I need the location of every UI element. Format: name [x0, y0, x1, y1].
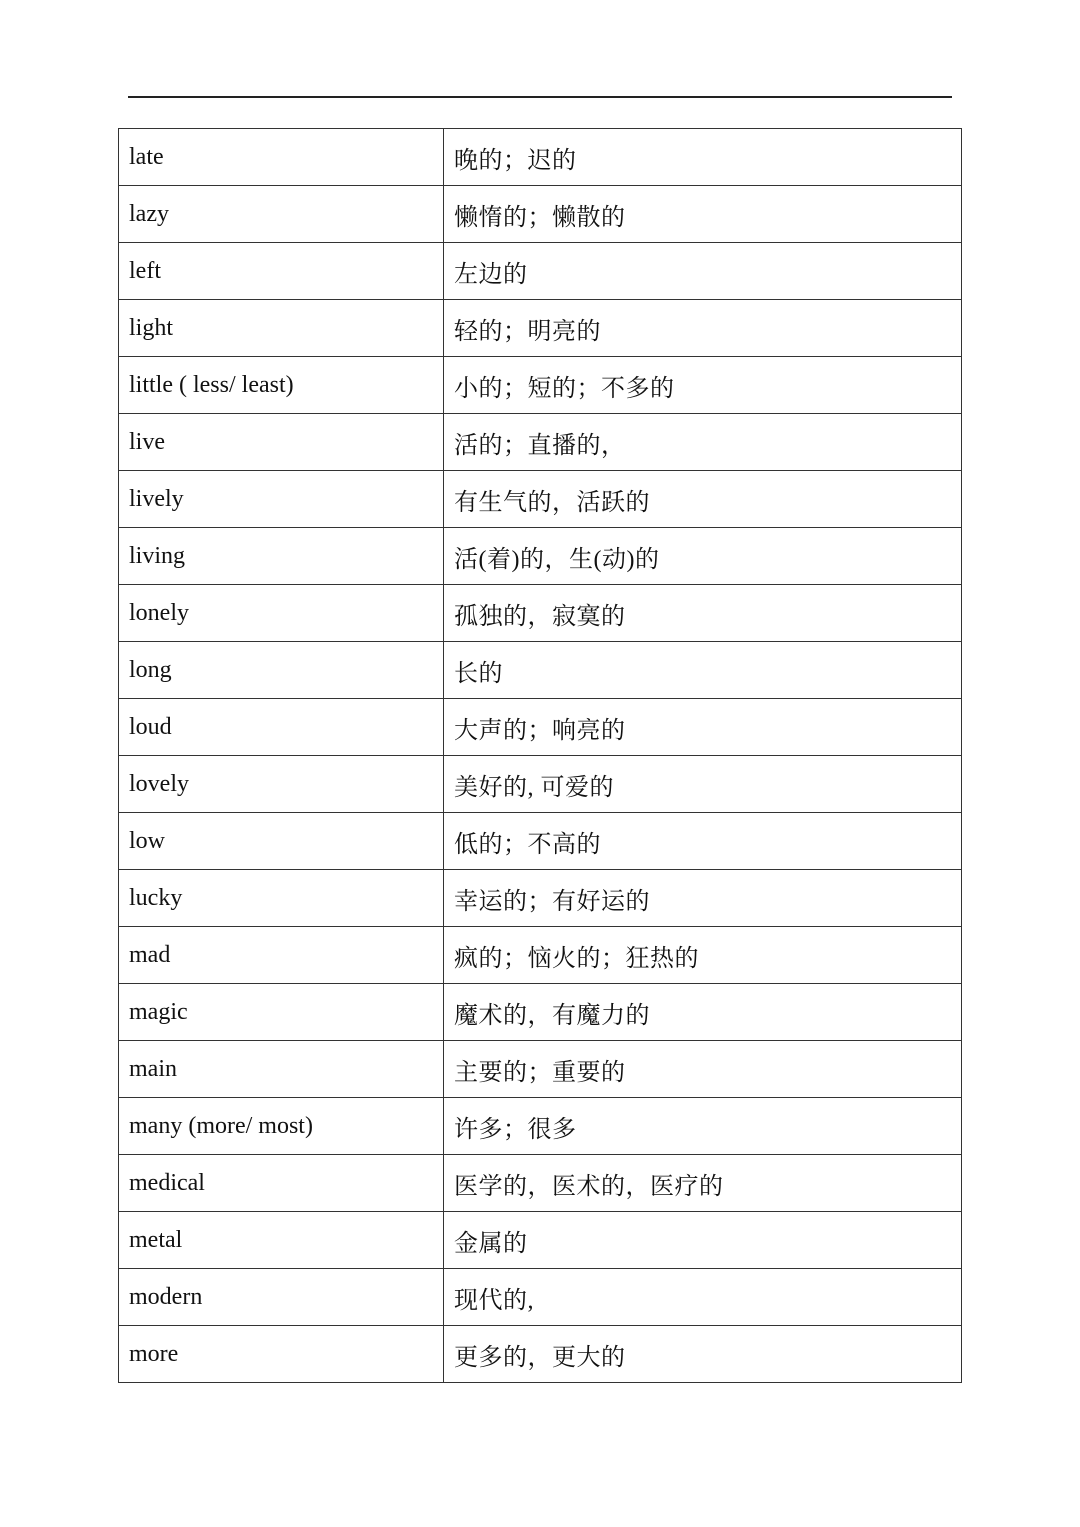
vocabulary-table-body: [119, 129, 962, 1383]
chinese-meaning-cell: 活(着)的，生(动)的: [444, 528, 962, 585]
table-row: [119, 927, 962, 984]
chinese-meaning-cell: 金属的: [444, 1212, 962, 1269]
table-row: [119, 1041, 962, 1098]
table-row: [119, 642, 962, 699]
vocabulary-table: [118, 128, 962, 1383]
english-word-cell: low: [119, 813, 444, 870]
chinese-meaning-cell: 疯的；恼火的；狂热的: [444, 927, 962, 984]
table-row: [119, 699, 962, 756]
chinese-meaning-cell: 更多的，更大的: [444, 1326, 962, 1383]
english-word-cell: lonely: [119, 585, 444, 642]
table-row: [119, 414, 962, 471]
chinese-meaning-cell: 懒惰的；懒散的: [444, 186, 962, 243]
table-row: [119, 129, 962, 186]
english-word-cell: mad: [119, 927, 444, 984]
english-word-cell: lazy: [119, 186, 444, 243]
english-word-cell: light: [119, 300, 444, 357]
table-row: [119, 1269, 962, 1326]
table-row: [119, 528, 962, 585]
english-word-cell: left: [119, 243, 444, 300]
chinese-meaning-cell: 有生气的，活跃的: [444, 471, 962, 528]
table-row: [119, 984, 962, 1041]
chinese-meaning-cell: 幸运的；有好运的: [444, 870, 962, 927]
table-row: [119, 186, 962, 243]
table-row: [119, 1326, 962, 1383]
chinese-meaning-cell: 小的；短的；不多的: [444, 357, 962, 414]
chinese-meaning-cell: 低的；不高的: [444, 813, 962, 870]
chinese-meaning-cell: 魔术的，有魔力的: [444, 984, 962, 1041]
table-row: [119, 357, 962, 414]
chinese-meaning-cell: 现代的,: [444, 1269, 962, 1326]
header-rule: [128, 96, 952, 98]
english-word-cell: many (more/ most): [119, 1098, 444, 1155]
table-row: [119, 585, 962, 642]
english-word-cell: late: [119, 129, 444, 186]
chinese-meaning-cell: 左边的: [444, 243, 962, 300]
english-word-cell: more: [119, 1326, 444, 1383]
english-word-cell: lucky: [119, 870, 444, 927]
table-row: [119, 756, 962, 813]
english-word-cell: live: [119, 414, 444, 471]
english-word-cell: loud: [119, 699, 444, 756]
table-row: [119, 1212, 962, 1269]
table-row: [119, 300, 962, 357]
table-row: [119, 243, 962, 300]
english-word-cell: lovely: [119, 756, 444, 813]
english-word-cell: medical: [119, 1155, 444, 1212]
chinese-meaning-cell: 主要的；重要的: [444, 1041, 962, 1098]
table-row: [119, 813, 962, 870]
chinese-meaning-cell: 大声的；响亮的: [444, 699, 962, 756]
chinese-meaning-cell: 长的: [444, 642, 962, 699]
chinese-meaning-cell: 医学的，医术的，医疗的: [444, 1155, 962, 1212]
english-word-cell: living: [119, 528, 444, 585]
english-word-cell: metal: [119, 1212, 444, 1269]
chinese-meaning-cell: 活的；直播的，: [444, 414, 962, 471]
english-word-cell: main: [119, 1041, 444, 1098]
english-word-cell: long: [119, 642, 444, 699]
chinese-meaning-cell: 轻的；明亮的: [444, 300, 962, 357]
chinese-meaning-cell: 孤独的，寂寞的: [444, 585, 962, 642]
english-word-cell: modern: [119, 1269, 444, 1326]
table-row: [119, 1155, 962, 1212]
chinese-meaning-cell: 许多；很多: [444, 1098, 962, 1155]
table-row: [119, 870, 962, 927]
table-row: [119, 471, 962, 528]
chinese-meaning-cell: 美好的, 可爱的: [444, 756, 962, 813]
english-word-cell: lively: [119, 471, 444, 528]
table-row: [119, 1098, 962, 1155]
english-word-cell: magic: [119, 984, 444, 1041]
chinese-meaning-cell: 晚的；迟的: [444, 129, 962, 186]
english-word-cell: little ( less/ least): [119, 357, 444, 414]
